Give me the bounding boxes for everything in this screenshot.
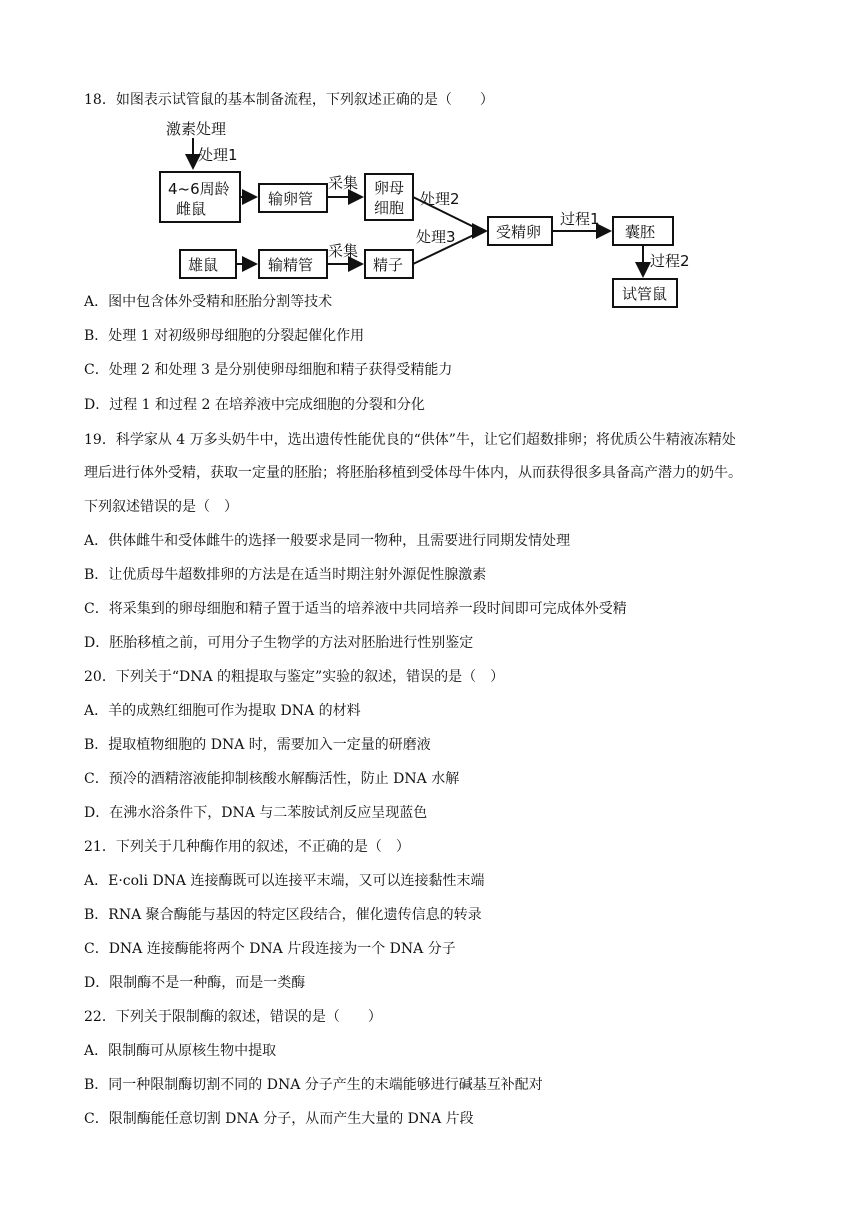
process2-label: 过程2 — [650, 252, 690, 270]
q21-stem: 21．下列关于几种酶作用的叙述，不正确的是（ ） — [84, 839, 410, 855]
q19-option-c: C．将采集到的卵母细胞和精子置于适当的培养液中共同培养一段时间即可完成体外受精 — [84, 601, 627, 617]
q21-option-a: A．E·coli DNA 连接酶既可以连接平末端，又可以连接黏性末端 — [84, 873, 485, 889]
q19-stem-line3: 下列叙述错误的是（ ） — [84, 499, 238, 515]
treat2-label: 处理2 — [420, 190, 460, 208]
egg-label-1: 卵母 — [374, 179, 405, 197]
treat3-label: 处理3 — [416, 228, 456, 246]
treat1-label: 处理1 — [198, 146, 238, 164]
q19-option-a: A．供体雌牛和受体雌牛的选择一般要求是同一物种，且需要进行同期发情处理 — [84, 533, 571, 549]
q21-option-d: D．限制酶不是一种酶，而是一类酶 — [84, 975, 306, 991]
blastocyst-label: 囊胚 — [625, 223, 656, 241]
q22-option-c: C．限制酶能任意切割 DNA 分子，从而产生大量的 DNA 片段 — [84, 1111, 474, 1127]
q22-option-a: A．限制酶可从原核生物中提取 — [84, 1043, 277, 1059]
q18-option-d: D．过程 1 和过程 2 在培养液中完成细胞的分裂和分化 — [84, 397, 425, 413]
q21-option-b: B．RNA 聚合酶能与基因的特定区段结合，催化遗传信息的转录 — [84, 907, 482, 923]
mouse-label: 试管鼠 — [622, 285, 668, 303]
q20-option-d: D．在沸水浴条件下，DNA 与二苯胺试剂反应呈现蓝色 — [84, 805, 428, 821]
female-label-2: 雌鼠 — [176, 200, 207, 218]
male-label: 雄鼠 — [188, 256, 219, 274]
q20-option-a: A．羊的成熟红细胞可作为提取 DNA 的材料 — [84, 703, 361, 719]
q20-option-c: C．预冷的酒精溶液能抑制核酸水解酶活性，防止 DNA 水解 — [84, 771, 460, 787]
q21-option-c: C．DNA 连接酶能将两个 DNA 片段连接为一个 DNA 分子 — [84, 941, 456, 957]
test-tube-mouse-flow-diagram — [158, 116, 728, 312]
q18-option-a: A．图中包含体外受精和胚胎分割等技术 — [84, 294, 333, 310]
q19-stem-line2: 理后进行体外受精，获取一定量的胚胎；将胚胎移植到受体母牛体内，从而获得很多具备高产潜力的奶牛。 — [84, 465, 742, 481]
q18-stem: 18．如图表示试管鼠的基本制备流程，下列叙述正确的是（ ） — [84, 92, 494, 108]
q18-option-c: C．处理 2 和处理 3 是分别使卵母细胞和精子获得受精能力 — [84, 362, 453, 378]
collect-top-label: 采集 — [328, 174, 359, 192]
q19-stem-line1: 19．科学家从 4 万多头奶牛中，选出遗传性能优良的“供体”牛，让它们超数排卵；将优质公牛精液冻精处 — [84, 432, 736, 448]
hormone-label: 激素处理 — [166, 120, 227, 138]
q20-stem: 20．下列关于“DNA 的粗提取与鉴定”实验的叙述，错误的是（ ） — [84, 669, 505, 685]
q18-option-b: B．处理 1 对初级卵母细胞的分裂起催化作用 — [84, 328, 365, 344]
egg-label-2: 细胞 — [374, 199, 405, 217]
sperm-label: 精子 — [373, 256, 404, 274]
oviduct-label: 输卵管 — [268, 190, 314, 208]
female-label-1: 4~6周龄 — [168, 180, 230, 198]
q22-stem: 22．下列关于限制酶的叙述，错误的是（ ） — [84, 1009, 382, 1025]
q20-option-b: B．提取植物细胞的 DNA 时，需要加入一定量的研磨液 — [84, 737, 431, 753]
process1-label: 过程1 — [560, 210, 600, 228]
zygote-label: 受精卵 — [496, 223, 542, 241]
vas-label: 输精管 — [268, 256, 314, 274]
q19-option-d: D．胚胎移植之前，可用分子生物学的方法对胚胎进行性别鉴定 — [84, 635, 474, 651]
q19-option-b: B．让优质母牛超数排卵的方法是在适当时期注射外源促性腺激素 — [84, 567, 487, 583]
q22-option-b: B．同一种限制酶切割不同的 DNA 分子产生的末端能够进行碱基互补配对 — [84, 1077, 543, 1093]
collect-bottom-label: 采集 — [328, 242, 359, 260]
